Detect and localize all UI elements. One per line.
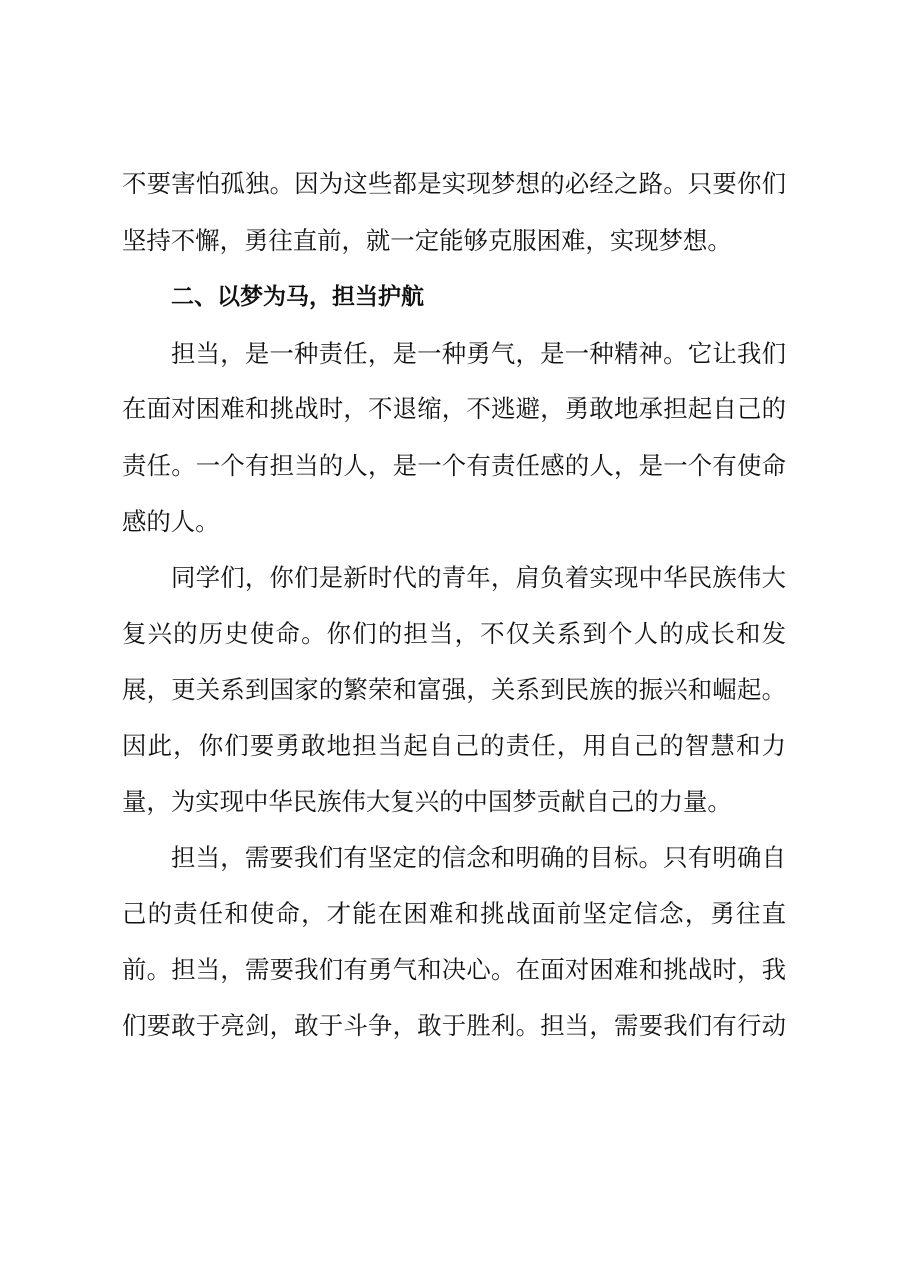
body-text-line: 量，为实现中华民族伟大复兴的中国梦贡献自己的力量。 [122, 787, 732, 816]
body-text-line: 展，更关系到国家的繁荣和富强，关系到民族的振兴和崛起。 [122, 675, 786, 704]
body-text-line: 坚持不懈，勇往直前，就一定能够克服困难，实现梦想。 [122, 226, 732, 255]
body-text-line: 在面对困难和挑战时，不退缩，不逃避，勇敢地承担起自己的 [122, 394, 786, 423]
body-text-line: 前。担当，需要我们有勇气和决心。在面对困难和挑战时，我 [122, 955, 786, 984]
body-text-line: 复兴的历史使命。你们的担当，不仅关系到个人的成长和发 [122, 619, 786, 648]
body-text-line: 因此，你们要勇敢地担当起自己的责任，用自己的智慧和力 [122, 731, 786, 760]
body-text-line: 们要敢于亮剑，敢于斗争，敢于胜利。担当，需要我们有行动 [122, 1011, 786, 1040]
body-text-line: 感的人。 [122, 507, 220, 536]
body-text-line: 同学们，你们是新时代的青年，肩负着实现中华民族伟大 [171, 563, 786, 592]
body-text-line: 担当，是一种责任，是一种勇气，是一种精神。它让我们 [171, 339, 786, 368]
body-text-line: 己的责任和使命，才能在困难和挑战面前坚定信念，勇往直 [122, 899, 786, 928]
section-heading: 二、以梦为马，担当护航 [171, 284, 424, 310]
body-text-line: 担当，需要我们有坚定的信念和明确的目标。只有明确自 [171, 843, 786, 872]
body-text-line: 责任。一个有担当的人，是一个有责任感的人，是一个有使命 [122, 451, 786, 480]
body-text-line: 不要害怕孤独。因为这些都是实现梦想的必经之路。只要你们 [122, 169, 786, 198]
